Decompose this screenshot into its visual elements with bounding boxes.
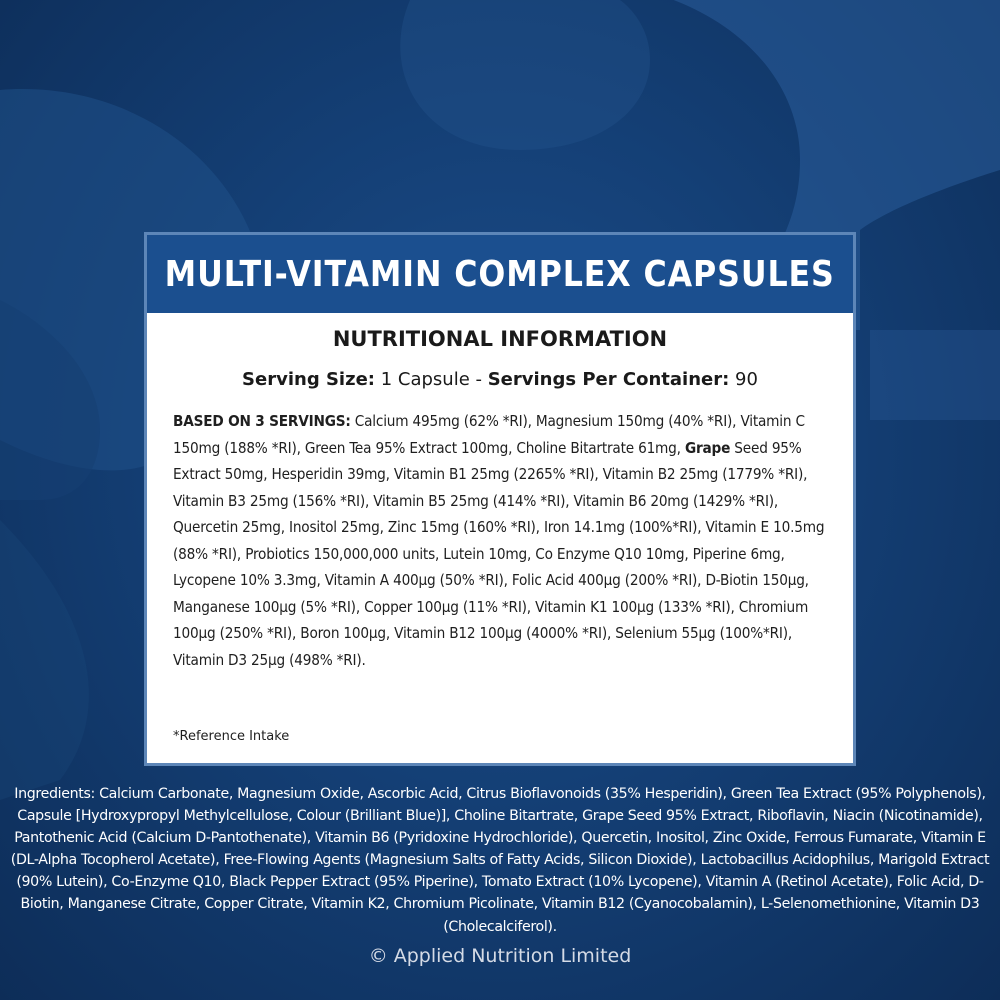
product-title: MULTI-VITAMIN COMPLEX CAPSULES — [164, 253, 836, 295]
based-on-label: BASED ON 3 SERVINGS: — [173, 412, 351, 430]
nutrients-text-part1: Calcium 495mg (62% *RI), Magnesium 150mg (40% *RI), Vitamin C 150mg (188% *RI), Green Tea 95% Extract 100mg, Choline Bitartrate 61mg, — [173, 412, 805, 457]
nutrient-list — [173, 408, 833, 673]
copyright-text: © Applied Nutrition Limited — [368, 945, 632, 967]
serving-size-value: 1 Capsule - — [374, 369, 488, 390]
servings-per-container-label: Servings Per Container: — [487, 369, 730, 390]
nutrition-card — [144, 232, 856, 766]
grape-label: Grape — [684, 438, 731, 457]
nutrients-text-part2: Seed 95% Extract 50mg, Hesperidin 39mg, Vitamin B1 25mg (2265% *RI), Vitamin B2 25mg (1779% *RI), Vitamin B3 25mg (156% *RI), Vitamin B5 25mg (414% *RI), Vitamin B6 20mg (1429% *RI), Quercetin 25mg, Inositol 25mg, Zinc 15mg (160% *RI), Iron 14.1mg (100%*RI), Vitamin E 10.5mg (88% *RI), Probiotics 150,000,000 units, Lutein 10mg, Co Enzyme Q10 10mg, Piperine 6mg, Lycopene 10% 3.3mg, Vitamin A 400µg (50% *RI), Folic Acid 400µg (200% *RI), D-Biotin 150µg, Manganese 100µg (5% *RI), Copper 100µg (11% *RI), Vitamin K1 100µg (133% *RI), Chromium 100µg (250% *RI), Boron 100µg, Vitamin B12 100µg (4000% *RI), Selenium 55µg (100%*RI), Vitamin D3 25µg (498% *RI). — [173, 438, 825, 669]
servings-per-container-value: 90 — [729, 369, 758, 390]
nutritional-information-heading: NUTRITIONAL INFORMATION — [332, 327, 668, 351]
ingredients-text: Ingredients: Calcium Carbonate, Magnesium Oxide, Ascorbic Acid, Citrus Bioflavonoids (35% Hesperidin), Green Tea Extract (95% Polyphenols), Capsule [Hydroxypropyl Methylcellulose, Colour (Brilliant Blue)], Choline Bitartrate, Grape Seed 95% Extract, Riboflavin, Niacin (Nicotinamide), Pantothenic Acid (Calcium D-Pantothenate), Vitamin B6 (Pyridoxine Hydrochloride), Quercetin, Inositol, Zinc Oxide, Ferrous Fumarate, Vitamin E (DL-Alpha Tocopherol Acetate), Free-Flowing Agents (Magnesium Salts of Fatty Acids, Silicon Dioxide), Lactobacillus Acidophilus, Marigold Extract (90% Lutein), Co-Enzyme Q10, Black Pepper Extract (95% Piperine), Tomato Extract (10% Lycopene), Vitamin A (Retinol Acetate), Folic Acid, D-Biotin, Manganese Citrate, Copper Citrate, Vitamin K2, Chromium Picolinate, Vitamin B12 (Cyanocobalamin), L-Selenomethionine, Vitamin D3 (Cholecalciferol). — [10, 786, 990, 935]
card-header — [147, 235, 853, 313]
serving-info — [147, 369, 853, 390]
serving-size-label: Serving Size: — [242, 369, 375, 390]
reference-intake-note: *Reference Intake — [173, 729, 290, 744]
